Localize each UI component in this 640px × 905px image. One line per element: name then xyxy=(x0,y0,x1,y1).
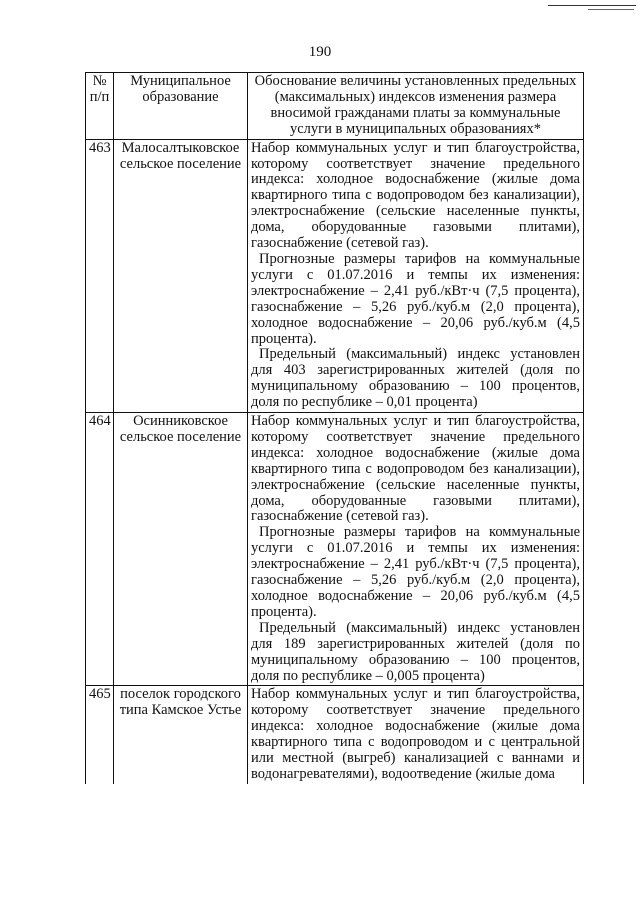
corner-scan-mark xyxy=(548,0,640,12)
row-municipality: Осинниковское сельское поселение xyxy=(114,413,248,686)
table-row xyxy=(86,139,584,412)
justification-paragraph: Прогнозные размеры тарифов на коммунальные услуги с 01.07.2016 и темпы их изменения: электроснабжение – 2,41 руб./кВт·ч (7,5 процента), газоснабжение – 5,26 руб./куб.м (2,0 процента), холодное водоснабжение – 20,06 руб./куб.м (4,5 процента). xyxy=(251,250,580,347)
table-row xyxy=(86,413,584,686)
row-municipality: поселок городского типа Камское Устье xyxy=(114,686,248,784)
row-justification xyxy=(248,139,584,412)
header-justification: Обоснование величины установленных предельных (максимальных) индексов изменения размера вносимой гражданами платы за коммунальные услуги в муниципальных образованиях* xyxy=(248,73,584,140)
row-number: 464 xyxy=(86,413,114,686)
row-number: 463 xyxy=(86,139,114,412)
justification-paragraph: Прогнозные размеры тарифов на коммунальные услуги с 01.07.2016 и темпы их изменения: электроснабжение – 2,41 руб./кВт·ч (7,5 процента), газоснабжение – 5,26 руб./куб.м (2,0 процента), холодное водоснабжение – 20,06 руб./куб.м (4,5 процента). xyxy=(251,524,580,620)
row-justification xyxy=(248,686,584,784)
justification-paragraph: Предельный (максимальный) индекс установлен для 403 зарегистрированных жителей (доля по муниципальному образованию – 100 процентов, доля по республике – 0,01 процента) xyxy=(251,346,580,411)
page-number: 190 xyxy=(308,44,332,60)
justification-paragraph: Набор коммунальных услуг и тип благоустройства, которому соответствует значение предельного индекса: холодное водоснабжение (жилые дома квартирного типа с водопроводом без канализации), электроснабжение (сельские населенные пункты, дома, оборудованные газовыми плитами), газоснабжение (сетевой газ). xyxy=(251,139,580,252)
justification-paragraph: Предельный (максимальный) индекс установлен для 189 зарегистрированных жителей (доля по муниципальному образованию – 100 процентов, доля по республике – 0,005 процента) xyxy=(251,619,580,684)
header-municipality: Муниципальное образование xyxy=(114,73,248,140)
justification-paragraph: Набор коммунальных услуг и тип благоустройства, которому соответствует значение предельного индекса: холодное водоснабжение (жилые дома квартирного типа с водопроводом и с центральной или местной (выгреб) канализацией с ваннами и водонагревателями), водоотведение (жилые дома xyxy=(251,686,580,782)
row-number: 465 xyxy=(86,686,114,784)
header-number: № п/п xyxy=(86,73,114,140)
justification-paragraph: Набор коммунальных услуг и тип благоустройства, которому соответствует значение предельного индекса: холодное водоснабжение (жилые дома квартирного типа с водопроводом без канализации), электроснабжение (сельские населенные пункты, дома, оборудованные газовыми плитами), газоснабжение (сетевой газ). xyxy=(251,413,580,525)
row-municipality: Малосалтыковское сельское поселение xyxy=(114,139,248,412)
table-header-row xyxy=(86,73,584,140)
tariff-index-table xyxy=(85,72,584,784)
row-justification xyxy=(248,413,584,686)
table-row xyxy=(86,686,584,784)
